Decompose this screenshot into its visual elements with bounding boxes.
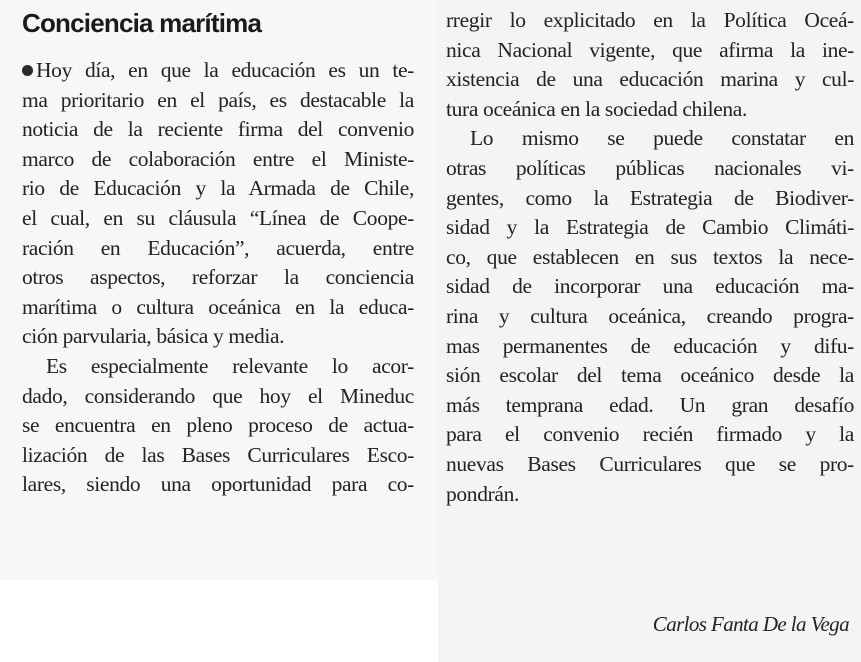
article-left-column	[22, 56, 414, 500]
paragraph-line: pondrán.	[446, 481, 520, 506]
paragraph-line: sidad de incorporar una educación ma-	[446, 274, 854, 299]
paragraph-line: marco de colaboración entre el Ministe-	[22, 146, 414, 171]
paragraph-line: el cual, en su cláusula “Línea de Coope-	[22, 205, 414, 230]
paragraph-line: más temprana edad. Un gran desafío	[446, 392, 854, 417]
paragraph-line	[446, 124, 854, 154]
paragraph-line: xistencia de una educación marina y cul-	[446, 67, 854, 92]
paragraph-text: Lo mismo se puede constatar en	[470, 126, 854, 151]
paragraph-line: rregir lo explicitado en la Política Oceá-	[446, 8, 854, 32]
paragraph-line: sión escolar del tema oceánico desde la	[446, 363, 854, 388]
paragraph-line: mas permanentes de educación y difu-	[446, 333, 854, 358]
bullet-icon	[22, 65, 33, 76]
paragraph-line: nica Nacional vigente, que afirma la ine-	[446, 37, 854, 62]
paragraph-line: otros aspectos, reforzar la conciencia	[22, 265, 414, 290]
article-right-column	[446, 6, 854, 509]
paragraph-line: marítima o cultura oceánica en la educa-	[22, 294, 414, 319]
paragraph-line: tura oceánica en la sociedad chilena.	[446, 96, 748, 121]
paragraph-line: lares, siendo una oportunidad para co-	[22, 472, 414, 497]
paragraph-line: noticia de la reciente firma del convenio	[22, 117, 414, 142]
paragraph-line: ción parvularia, básica y media.	[22, 324, 285, 349]
paragraph-line: gentes, como la Estrategia de Biodiver-	[446, 185, 854, 210]
paragraph-line: rina y cultura oceánica, creando progra-	[446, 303, 854, 328]
paragraph-line: rio de Educación y la Armada de Chile,	[22, 176, 414, 201]
paragraph-line: ración en Educación”, acuerda, entre	[22, 235, 414, 260]
author-signature: Carlos Fanta De la Vega	[652, 612, 849, 636]
paragraph-line	[22, 352, 414, 382]
paragraph-line: se encuentra en pleno proceso de actua-	[22, 413, 414, 438]
paragraph-line: lización de las Bases Curriculares Esco-	[22, 442, 414, 467]
paragraph-text: Es especialmente relevante lo acor-	[46, 353, 414, 378]
paragraph-line: nuevas Bases Curriculares que se pro-	[446, 451, 854, 476]
paragraph-line: sidad y la Estrategia de Cambio Climáti-	[446, 215, 854, 240]
paragraph-line: ma prioritario en el país, es destacable la	[22, 87, 414, 112]
paragraph-text: Hoy día, en que la educación es un te-	[36, 58, 414, 82]
paragraph-line: co, que establecen en sus textos la nece-	[446, 244, 854, 269]
paragraph-line: otras políticas públicas nacionales vi-	[446, 155, 854, 180]
paragraph-line	[22, 56, 414, 86]
paragraph-line: dado, considerando que hoy el Mineduc	[22, 383, 414, 408]
paragraph-line: para el convenio recién firmado y la	[446, 422, 854, 447]
article-headline: Conciencia marítima	[22, 8, 262, 38]
